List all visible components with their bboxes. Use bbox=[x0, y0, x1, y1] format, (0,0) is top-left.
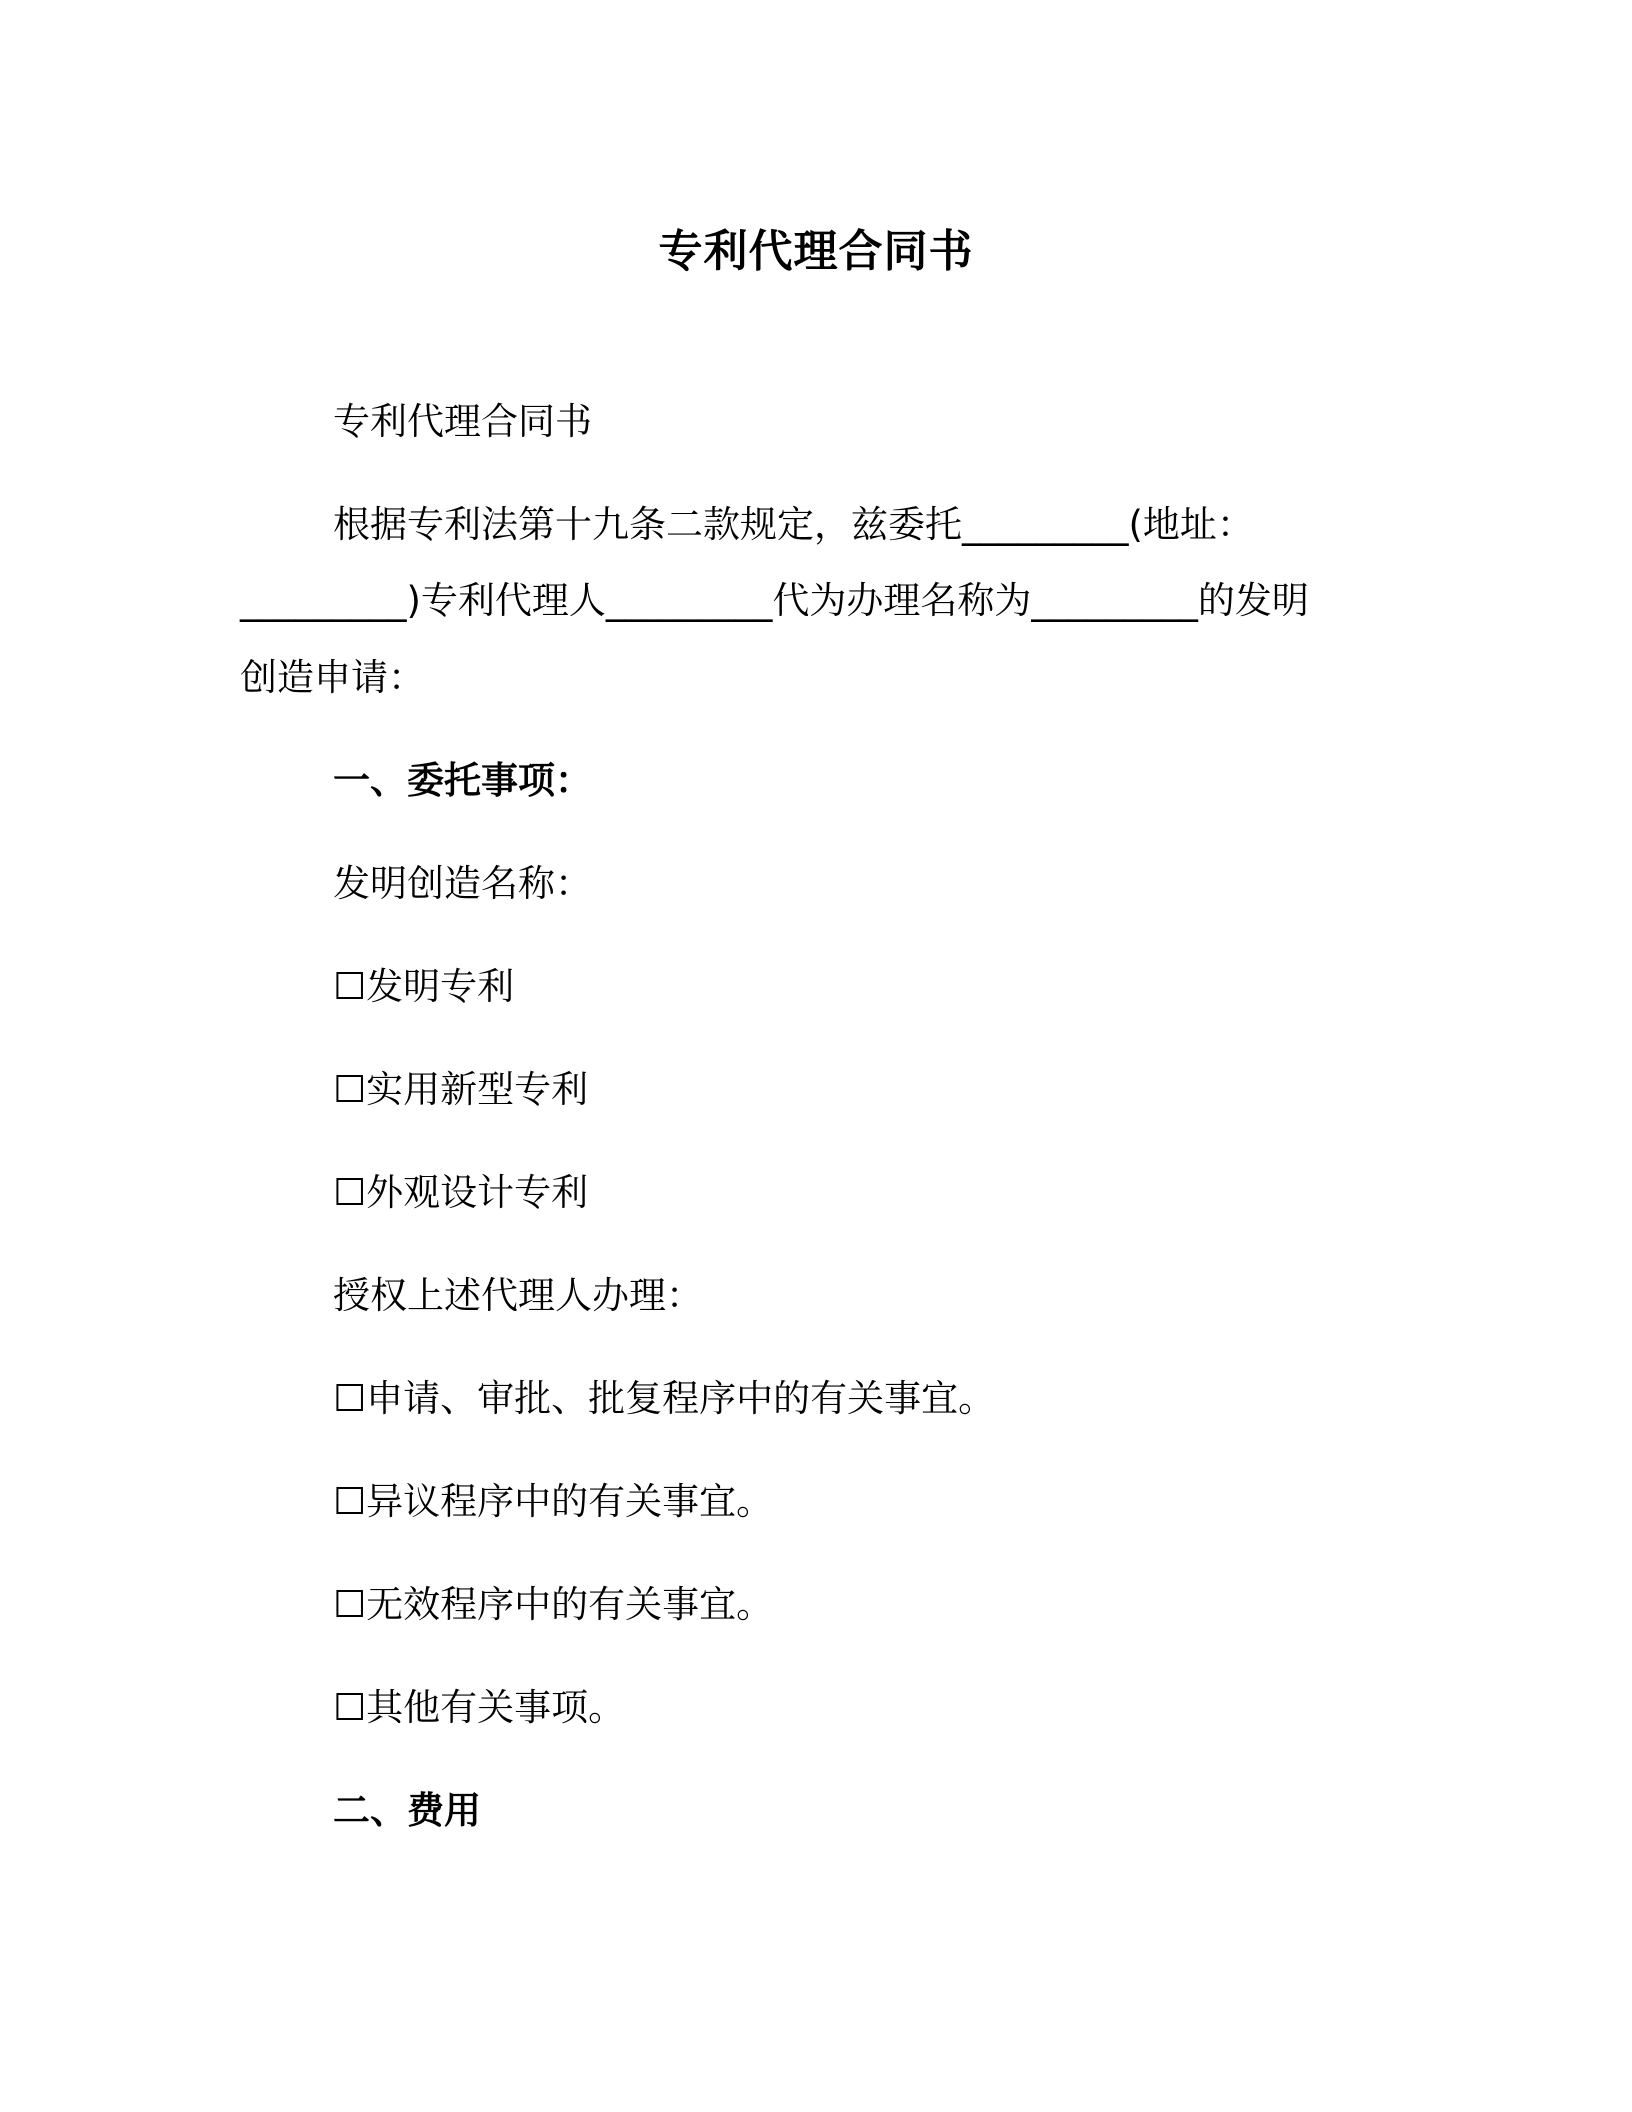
matter-application: ☐申请、审批、批复程序中的有关事宜。 bbox=[333, 1377, 996, 1420]
patent-type-invention: ☐发明专利 bbox=[333, 965, 515, 1008]
intro-line-1: 根据专利法第十九条二款规定，兹委托_________(地址： bbox=[333, 503, 1254, 546]
intro-line-2: _________)专利代理人_________代为办理名称为_________的发明 bbox=[240, 579, 1309, 622]
document-title: 专利代理合同书 bbox=[658, 226, 974, 277]
section-2-heading: 二、费用 bbox=[333, 1789, 481, 1832]
matter-invalidation: ☐无效程序中的有关事宜。 bbox=[333, 1583, 774, 1626]
invention-name-label: 发明创造名称： bbox=[333, 862, 592, 905]
patent-type-utility-model: ☐实用新型专利 bbox=[333, 1068, 589, 1111]
section-1-heading: 一、委托事项： bbox=[333, 759, 592, 802]
matter-other: ☐其他有关事项。 bbox=[333, 1686, 626, 1729]
document-subtitle: 专利代理合同书 bbox=[333, 400, 592, 443]
patent-type-design: ☐外观设计专利 bbox=[333, 1171, 589, 1214]
intro-line-3: 创造申请： bbox=[240, 656, 425, 699]
authorize-label: 授权上述代理人办理： bbox=[333, 1274, 703, 1317]
matter-opposition: ☐异议程序中的有关事宜。 bbox=[333, 1480, 774, 1523]
